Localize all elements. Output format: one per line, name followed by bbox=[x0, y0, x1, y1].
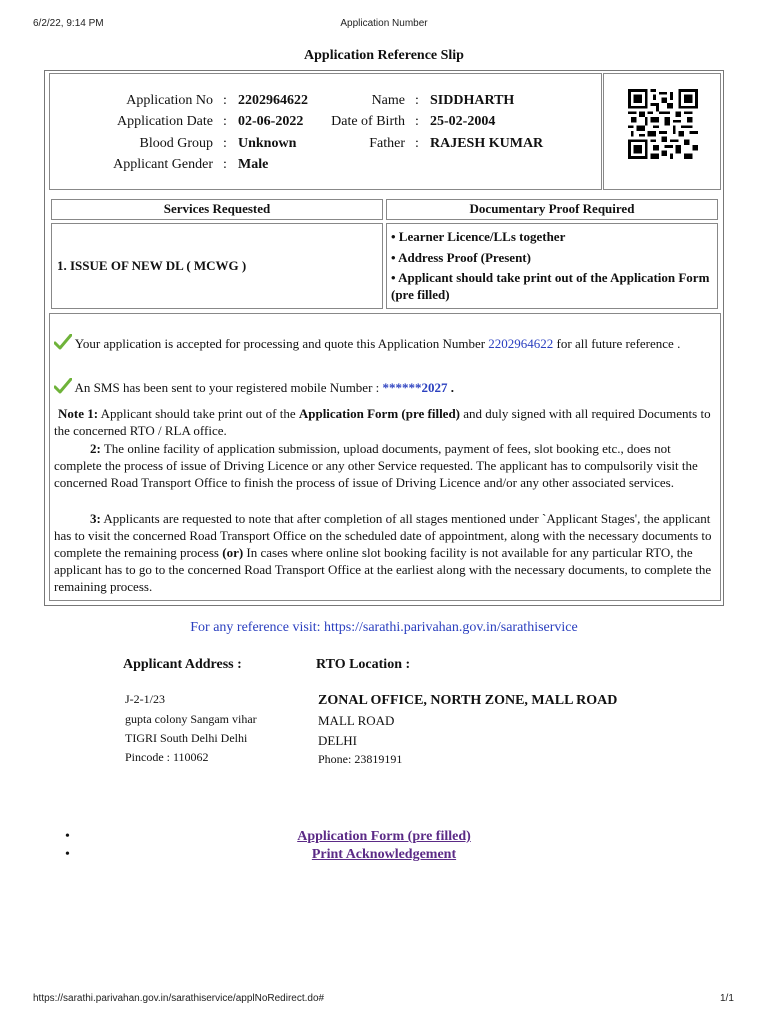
accepted-message bbox=[54, 334, 718, 352]
father-value: RAJESH KUMAR bbox=[430, 136, 544, 151]
name-label: Name bbox=[371, 93, 405, 108]
accepted-text-end: for all future reference . bbox=[556, 336, 681, 351]
colon: : bbox=[415, 93, 419, 108]
note-3-label: 3: bbox=[90, 511, 101, 526]
print-datetime: 6/2/22, 9:14 PM bbox=[33, 18, 104, 29]
rto-office-name: ZONAL OFFICE, NORTH ZONE, MALL ROAD bbox=[318, 693, 618, 708]
note-1-bold: Application Form (pre filled) bbox=[298, 406, 461, 421]
rto-address-line: MALL ROAD bbox=[318, 713, 395, 728]
note-3-text-a: Applicants are requested to note that after completion of all stages mentioned under `Applicant Stages', the applicant has to visit the concerned Road Transport Office on the scheduled date of appointment, along with the necessary documents to complete the remaining process bbox=[54, 511, 712, 560]
colon: : bbox=[223, 93, 227, 108]
print-footer-url: https://sarathi.parivahan.gov.in/sarathiservice/applNoRedirect.do# bbox=[33, 993, 325, 1004]
mobile-number: ******2027 bbox=[382, 380, 448, 395]
service-item: 1. ISSUE OF NEW DL ( MCWG ) bbox=[57, 258, 247, 273]
proof-item: • Learner Licence/LLs together bbox=[391, 229, 566, 244]
print-page-title: Application Number bbox=[340, 18, 428, 29]
colon: : bbox=[415, 136, 419, 151]
proof-item: • Address Proof (Present) bbox=[391, 250, 531, 265]
reference-slip bbox=[44, 70, 724, 606]
accepted-text: Your application is accepted for processing and quote this Application Number bbox=[74, 336, 486, 351]
proof-list-cell bbox=[386, 223, 718, 309]
print-footer-page: 1/1 bbox=[720, 993, 734, 1004]
colon: : bbox=[223, 136, 227, 151]
blood-group-label: Blood Group bbox=[139, 136, 213, 151]
qr-code-icon bbox=[628, 89, 698, 159]
address-line: TIGRI South Delhi Delhi bbox=[125, 731, 248, 745]
note-3-text-b: In cases where online slot booking facility is not available for any particular RTO, the applicant has to go to the concerned Road Transport Office at the earliest along with the necessary documents, to complete the remaining process. bbox=[54, 545, 712, 594]
address-line: J-2-1/23 bbox=[125, 692, 165, 706]
colon: : bbox=[415, 114, 419, 129]
proof-item: • Applicant should take print out of the Application Form (pre filled) bbox=[391, 270, 710, 302]
services-requested-header: Services Requested bbox=[51, 199, 383, 220]
print-acknowledgement-link[interactable]: Print Acknowledgement bbox=[311, 847, 457, 862]
application-no-label: Application No bbox=[126, 93, 213, 108]
bullet: • bbox=[65, 829, 70, 844]
name-value: SIDDHARTH bbox=[430, 93, 515, 108]
sms-message bbox=[54, 378, 718, 396]
service-item-cell bbox=[51, 223, 383, 309]
note-2-label: 2: bbox=[90, 441, 101, 456]
colon: : bbox=[223, 157, 227, 172]
note-1-label: Note 1: bbox=[58, 406, 99, 421]
application-no-value: 2202964622 bbox=[238, 93, 308, 108]
applicant-address-heading: Applicant Address : bbox=[123, 657, 242, 672]
father-label: Father bbox=[369, 136, 405, 151]
reference-visit-text: For any reference visit: https://sarathi.parivahan.gov.in/sarathiservice bbox=[190, 620, 578, 635]
checkmark-icon bbox=[54, 378, 72, 394]
note-2-text: The online facility of application submission, upload documents, payment of fees, slot booking etc., does not complete the process of issue of Driving Licence or any other Service requested. The applicant has to compulsorily visit the concerned Road Transport Office to finish the process of issue of Driving Licence and/or any other associated services. bbox=[54, 441, 698, 490]
rto-location-heading: RTO Location : bbox=[316, 657, 411, 672]
application-date-value: 02-06-2022 bbox=[238, 114, 304, 129]
bullet: • bbox=[65, 847, 70, 862]
address-pincode: Pincode : 110062 bbox=[125, 750, 209, 764]
sms-text-end: . bbox=[450, 380, 455, 395]
note-2 bbox=[54, 440, 718, 491]
dob-value: 25-02-2004 bbox=[430, 114, 496, 129]
colon: : bbox=[223, 114, 227, 129]
note-3-or: (or) bbox=[222, 545, 244, 560]
applicant-gender-value: Male bbox=[238, 157, 269, 172]
note-1-text-a: Applicant should take print out of the bbox=[100, 406, 296, 421]
checkmark-icon bbox=[54, 334, 72, 350]
note-1 bbox=[54, 405, 718, 439]
blood-group-value: Unknown bbox=[238, 136, 297, 151]
slip-title: Application Reference Slip bbox=[304, 48, 464, 63]
documentary-proof-header: Documentary Proof Required bbox=[386, 199, 718, 220]
rto-address-line: DELHI bbox=[318, 733, 357, 748]
qr-code-box bbox=[603, 73, 721, 190]
rto-phone: Phone: 23819191 bbox=[318, 752, 403, 766]
application-form-link[interactable]: Application Form (pre filled) bbox=[297, 829, 471, 844]
notes-box bbox=[49, 313, 721, 601]
application-number-link: 2202964622 bbox=[488, 336, 554, 351]
dob-label: Date of Birth bbox=[331, 114, 405, 129]
applicant-info-box bbox=[49, 73, 602, 190]
note-1-text-b: and duly signed with all required Documents to the concerned RTO / RLA office. bbox=[54, 406, 711, 438]
note-3 bbox=[54, 510, 718, 595]
address-line: gupta colony Sangam vihar bbox=[125, 712, 257, 726]
applicant-gender-label: Applicant Gender bbox=[113, 157, 213, 172]
application-date-label: Application Date bbox=[116, 114, 213, 129]
sms-text: An SMS has been sent to your registered mobile Number : bbox=[74, 380, 380, 395]
